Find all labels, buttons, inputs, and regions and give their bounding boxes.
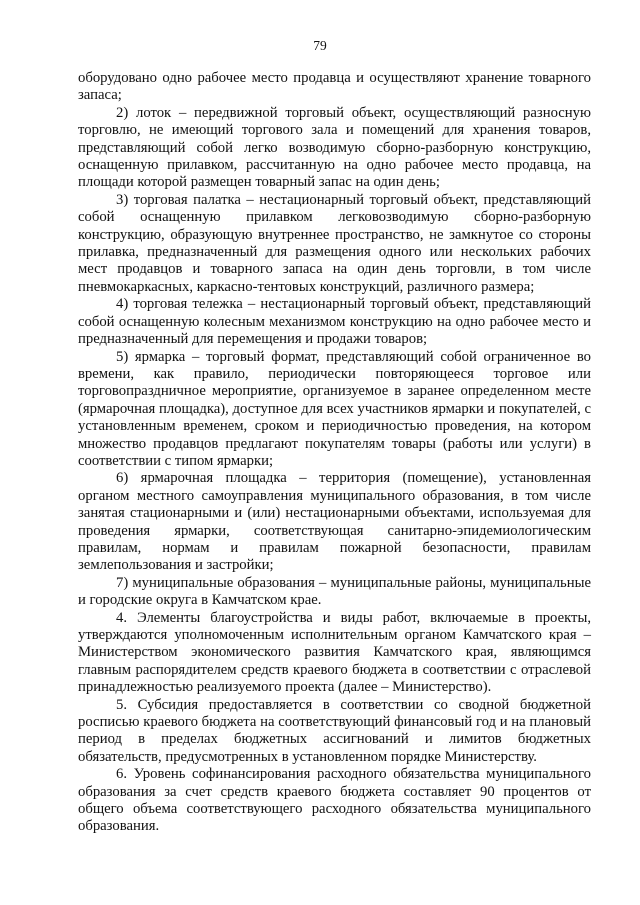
paragraph-item-6: 6. Уровень софинансирования расходного обязательства муниципального образования за счет средств краевого бюджета составляет 90 процентов от общего объема соответствующего расходного обязательства муниципального образования. [78,766,591,835]
paragraph-item-4: 4. Элементы благоустройства и виды работ, включаемые в проекты, утверждаются уполномоченным исполнительным органом Камчатского края – Министерством экономического развития Камчатского края, являющимся главным распорядителем средств краевого бюджета в соответствии с отраслевой принадлежностью реализуемого проекта (далее – Министерство). [78,609,591,696]
paragraph-lotok: 2) лоток – передвижной торговый объект, осуществляющий разносную торговлю, не имеющий торгового зала и помещений для хранения товаров, представляющий собой легко возводимую сборно-разборную конструкцию, оснащенную прилавком, рассчитанную на одно рабочее место продавца, на площади которой размещен товарный запас на один день; [78,104,591,191]
paragraph-yarmarka: 5) ярмарка – торговый формат, представляющий собой ограниченное во времени, как правило, периодически повторяющееся торговое или торговопраздничное мероприятие, организуемое в заранее определенном месте (ярмарочная площадка), доступное для всех участников ярмарки и покупателей, с установленным временем, сроком и периодичностью проведения, на котором множество продавцов предлагают покупателям товары (работы или услуги) в соответствии с типом ярмарки; [78,348,591,469]
page-number: 79 [313,38,327,53]
paragraph-torgovaya-telezhka: 4) торговая тележка – нестационарный торговый объект, представляющий собой оснащенную колесным механизмом конструкцию на одно рабочее место и предназначенный для перемещения и продажи товаров; [78,296,591,348]
paragraph-torgovaya-palatka: 3) торговая палатка – нестационарный торговый объект, представляющий собой оснащенную прилавком легковозводимую сборно-разборную конструкцию, образующую внутреннее пространство, не замкнутое со стороны прилавка, предназначенный для размещения одного или нескольких рабочих мест продавцов и товарного запаса на один день торговли, в том числе пневмокаркасных, каркасно-тентовых конструкций, различного размера; [78,191,591,295]
paragraph-item-5: 5. Субсидия предоставляется в соответствии со сводной бюджетной росписью краевого бюджета на соответствующий финансовый год и на плановый период в пределах бюджетных ассигнований и лимитов бюджетных обязательств, предусмотренных в установленном порядке Министерству. [78,696,591,765]
paragraph-municipal-formations: 7) муниципальные образования – муниципальные районы, муниципальные и городские округа в Камчатском крае. [78,574,591,609]
paragraph-yarmarochnaya-ploshchadka: 6) ярмарочная площадка – территория (помещение), установленная органом местного самоуправления муниципального образования, в том числе занятая стационарными и (или) нестационарными объектами, используемая для проведения ярмарки, соответствующая санитарно-эпидемиологическим правилам, нормам и правилам пожарной безопасности, правилам землепользования и застройки; [78,470,591,574]
paragraph-continuation: оборудовано одно рабочее место продавца и осуществляют хранение товарного запаса; [78,70,591,104]
document-body [78,70,591,836]
